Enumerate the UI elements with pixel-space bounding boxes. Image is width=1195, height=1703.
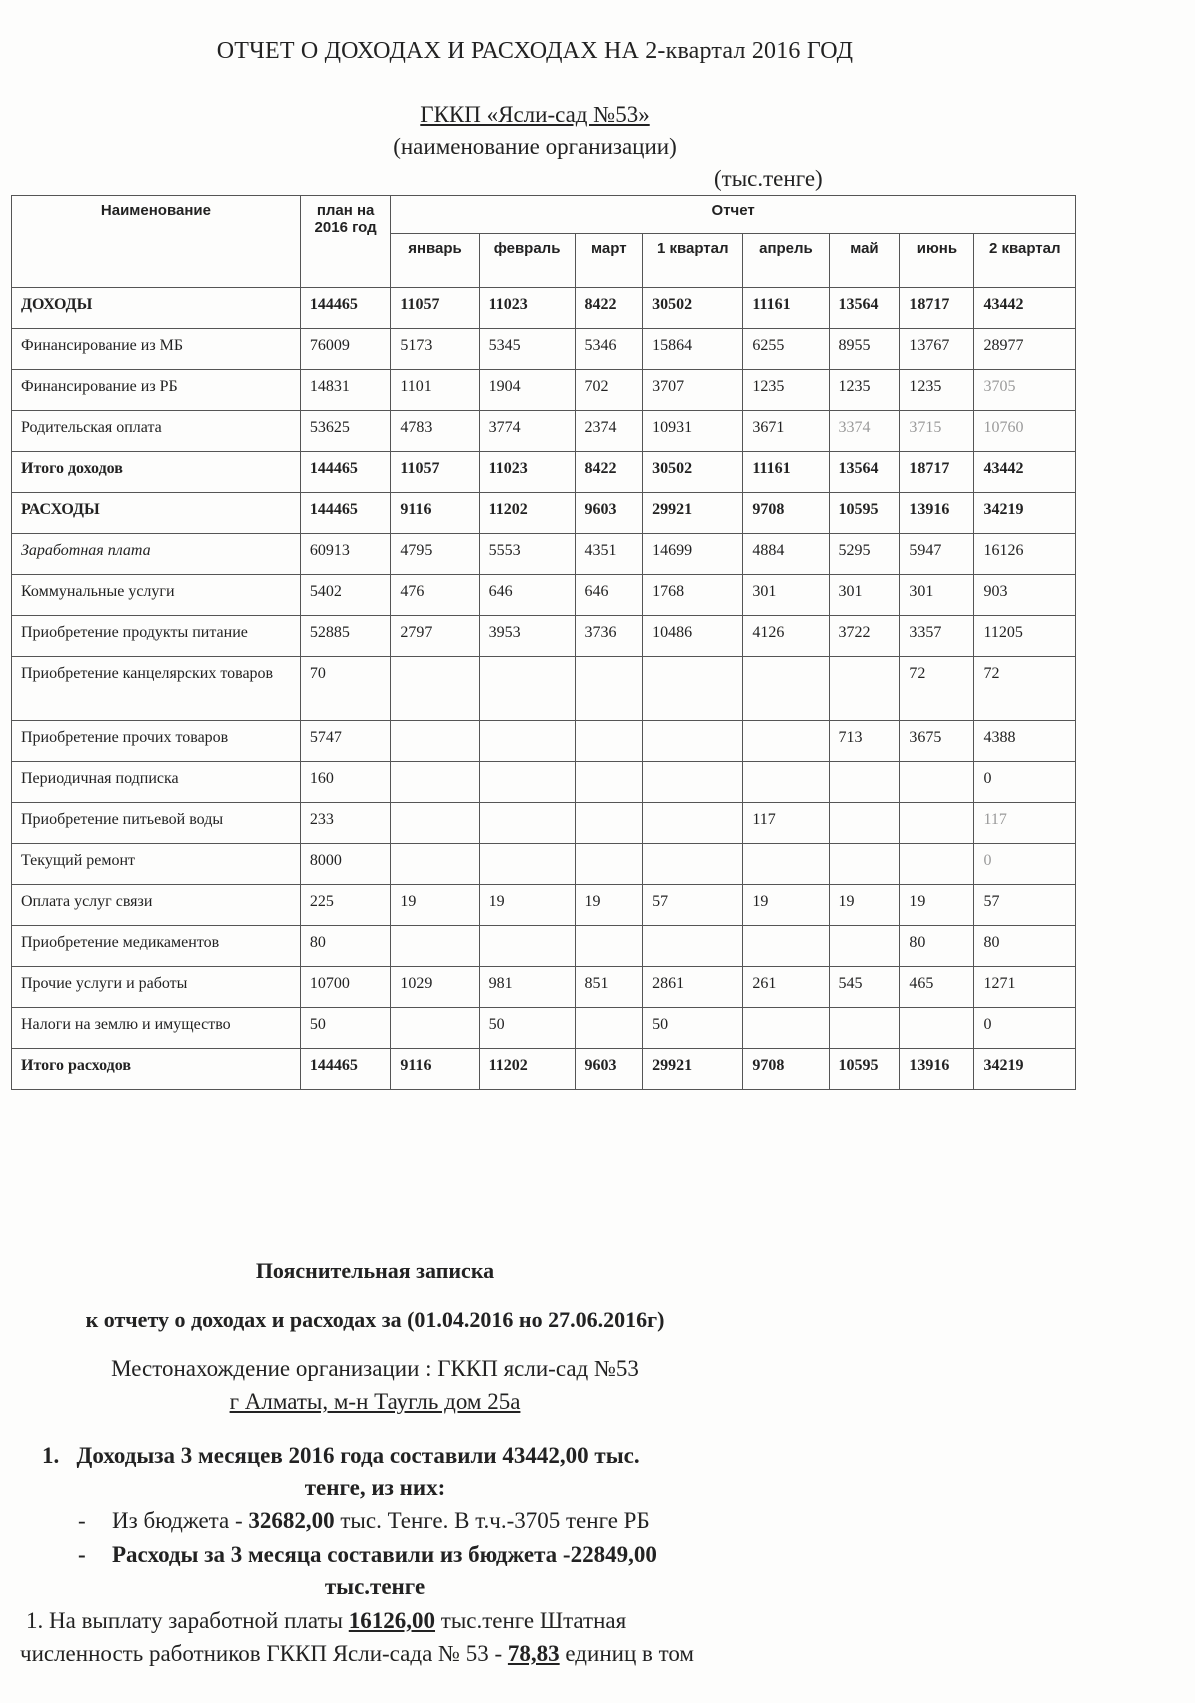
expenses-text: Расходы за 3 месяца составили из бюджета -22849,00 xyxy=(112,1542,657,1567)
value-cell xyxy=(575,657,643,721)
value-cell xyxy=(575,721,643,762)
value-cell xyxy=(479,657,575,721)
value-cell: 11057 xyxy=(391,288,479,329)
value-cell: 57 xyxy=(643,885,743,926)
note-subtitle: к отчету о доходах и расходах за (01.04.2016 но 27.06.2016г) xyxy=(85,1307,665,1332)
value-cell xyxy=(829,803,900,844)
value-cell: 3357 xyxy=(900,616,974,657)
header-report: Отчет xyxy=(391,196,1076,234)
plan-cell: 160 xyxy=(300,762,390,803)
staff-value: 78,83 xyxy=(507,1641,560,1666)
value-cell xyxy=(743,657,829,721)
header-row-1 xyxy=(12,196,1076,234)
report-body xyxy=(12,288,1076,1090)
value-cell: 11023 xyxy=(479,288,575,329)
header-plan: план на 2016 год xyxy=(300,196,390,288)
value-cell: 117 xyxy=(743,803,829,844)
value-cell: 5346 xyxy=(575,329,643,370)
value-cell: 1235 xyxy=(743,370,829,411)
table-row xyxy=(12,411,1076,452)
value-cell: 57 xyxy=(974,885,1076,926)
value-cell: 6255 xyxy=(743,329,829,370)
table-row xyxy=(12,329,1076,370)
value-cell xyxy=(391,721,479,762)
value-cell xyxy=(479,762,575,803)
value-cell: 301 xyxy=(900,575,974,616)
value-cell: 9708 xyxy=(743,1049,829,1090)
value-cell xyxy=(643,657,743,721)
header-period: февраль xyxy=(479,234,575,288)
row-label: Итого расходов xyxy=(12,1049,301,1090)
plan-cell: 10700 xyxy=(300,967,390,1008)
income-line-1 xyxy=(42,1443,640,1469)
row-label: Итого доходов xyxy=(12,452,301,493)
value-cell: 0 xyxy=(974,844,1076,885)
value-cell: 9116 xyxy=(391,1049,479,1090)
value-cell: 646 xyxy=(479,575,575,616)
header-name: Наименование xyxy=(12,196,301,288)
value-cell: 3953 xyxy=(479,616,575,657)
location-line-1: Местонахождение организации : ГККП ясли-сад №53 xyxy=(111,1356,639,1381)
value-cell: 30502 xyxy=(643,288,743,329)
value-cell: 4126 xyxy=(743,616,829,657)
header-period: 1 квартал xyxy=(643,234,743,288)
value-cell: 19 xyxy=(900,885,974,926)
row-label: Коммунальные услуги xyxy=(12,575,301,616)
value-cell xyxy=(575,762,643,803)
value-cell xyxy=(643,844,743,885)
table-row xyxy=(12,844,1076,885)
value-cell: 3671 xyxy=(743,411,829,452)
table-row xyxy=(12,370,1076,411)
value-cell: 3675 xyxy=(900,721,974,762)
value-cell: 72 xyxy=(900,657,974,721)
report-title: ОТЧЕТ О ДОХОДАХ И РАСХОДАХ НА 2-квартал 2016 ГОД xyxy=(216,38,854,64)
value-cell: 34219 xyxy=(974,1049,1076,1090)
value-cell: 10595 xyxy=(829,1049,900,1090)
value-cell: 3722 xyxy=(829,616,900,657)
budget-line: - Из бюджета - 32682,00 тыс. Тенге. В т.ч.-3705 тенге РБ xyxy=(78,1508,650,1533)
plan-cell: 5402 xyxy=(300,575,390,616)
organization-caption: (наименование организации) xyxy=(393,134,677,159)
budget-prefix: Из бюджета - xyxy=(112,1508,249,1533)
value-cell: 10931 xyxy=(643,411,743,452)
value-cell xyxy=(479,721,575,762)
value-cell: 2797 xyxy=(391,616,479,657)
staff-prefix: численность работников ГККП Ясли-сада № 53 - xyxy=(20,1641,508,1666)
value-cell: 13564 xyxy=(829,452,900,493)
value-cell: 9116 xyxy=(391,493,479,534)
value-cell: 50 xyxy=(479,1008,575,1049)
value-cell: 4388 xyxy=(974,721,1076,762)
table-row xyxy=(12,575,1076,616)
value-cell: 3715 xyxy=(900,411,974,452)
value-cell: 11202 xyxy=(479,493,575,534)
value-cell: 9708 xyxy=(743,493,829,534)
value-cell: 9603 xyxy=(575,1049,643,1090)
value-cell xyxy=(391,844,479,885)
value-cell: 72 xyxy=(974,657,1076,721)
plan-cell: 144465 xyxy=(300,493,390,534)
value-cell: 3736 xyxy=(575,616,643,657)
value-cell xyxy=(479,803,575,844)
row-label: Оплата услуг связи xyxy=(12,885,301,926)
table-row xyxy=(12,288,1076,329)
table-row xyxy=(12,1049,1076,1090)
row-label: Родительская оплата xyxy=(12,411,301,452)
header-period: июнь xyxy=(900,234,974,288)
value-cell: 0 xyxy=(974,1008,1076,1049)
value-cell: 11023 xyxy=(479,452,575,493)
value-cell xyxy=(743,926,829,967)
value-cell: 19 xyxy=(479,885,575,926)
value-cell: 8955 xyxy=(829,329,900,370)
value-cell: 16126 xyxy=(974,534,1076,575)
value-cell: 13916 xyxy=(900,493,974,534)
value-cell: 5295 xyxy=(829,534,900,575)
value-cell xyxy=(900,844,974,885)
table-row xyxy=(12,493,1076,534)
salary-value: 16126,00 xyxy=(348,1608,436,1633)
value-cell: 2861 xyxy=(643,967,743,1008)
row-label: РАСХОДЫ xyxy=(12,493,301,534)
value-cell: 3374 xyxy=(829,411,900,452)
value-cell: 545 xyxy=(829,967,900,1008)
value-cell: 981 xyxy=(479,967,575,1008)
value-cell: 80 xyxy=(974,926,1076,967)
value-cell xyxy=(743,721,829,762)
value-cell: 11057 xyxy=(391,452,479,493)
value-cell: 10760 xyxy=(974,411,1076,452)
salary-prefix: 1. На выплату заработной платы xyxy=(26,1608,349,1633)
value-cell: 646 xyxy=(575,575,643,616)
row-label: Налоги на землю и имущество xyxy=(12,1008,301,1049)
row-label: Периодичная подписка xyxy=(12,762,301,803)
value-cell: 903 xyxy=(974,575,1076,616)
value-cell: 19 xyxy=(391,885,479,926)
value-cell xyxy=(391,803,479,844)
table-row xyxy=(12,534,1076,575)
plan-cell: 144465 xyxy=(300,1049,390,1090)
value-cell xyxy=(829,844,900,885)
value-cell xyxy=(391,926,479,967)
value-cell xyxy=(575,926,643,967)
value-cell: 301 xyxy=(743,575,829,616)
table-row xyxy=(12,452,1076,493)
value-cell: 5173 xyxy=(391,329,479,370)
value-cell: 465 xyxy=(900,967,974,1008)
table-row xyxy=(12,967,1076,1008)
value-cell: 30502 xyxy=(643,452,743,493)
plan-cell: 52885 xyxy=(300,616,390,657)
budget-value: 32682,00 xyxy=(248,1508,335,1533)
plan-cell: 5747 xyxy=(300,721,390,762)
income-number: 1. xyxy=(42,1443,60,1468)
header-period: май xyxy=(829,234,900,288)
table-row xyxy=(12,657,1076,721)
value-cell: 19 xyxy=(829,885,900,926)
value-cell: 4795 xyxy=(391,534,479,575)
value-cell: 9603 xyxy=(575,493,643,534)
budget-suffix: тыс. Тенге. В т.ч.-3705 тенге РБ xyxy=(334,1508,650,1533)
value-cell: 19 xyxy=(743,885,829,926)
row-label: Финансирование из РБ xyxy=(12,370,301,411)
value-cell: 43442 xyxy=(974,452,1076,493)
value-cell xyxy=(829,657,900,721)
value-cell: 702 xyxy=(575,370,643,411)
value-cell: 4783 xyxy=(391,411,479,452)
plan-cell: 53625 xyxy=(300,411,390,452)
value-cell: 1029 xyxy=(391,967,479,1008)
value-cell xyxy=(479,844,575,885)
value-cell: 43442 xyxy=(974,288,1076,329)
value-cell: 261 xyxy=(743,967,829,1008)
value-cell: 0 xyxy=(974,762,1076,803)
row-label: Приобретение канцелярских товаров xyxy=(12,657,301,721)
value-cell: 2374 xyxy=(575,411,643,452)
header-period: январь xyxy=(391,234,479,288)
value-cell: 5553 xyxy=(479,534,575,575)
value-cell: 10486 xyxy=(643,616,743,657)
value-cell xyxy=(575,844,643,885)
row-label: Прочие услуги и работы xyxy=(12,967,301,1008)
row-label: Приобретение питьевой воды xyxy=(12,803,301,844)
value-cell: 476 xyxy=(391,575,479,616)
value-cell xyxy=(743,1008,829,1049)
value-cell: 50 xyxy=(643,1008,743,1049)
table-row xyxy=(12,762,1076,803)
value-cell: 8422 xyxy=(575,452,643,493)
value-cell: 1271 xyxy=(974,967,1076,1008)
row-label: Приобретение продукты питание xyxy=(12,616,301,657)
value-cell xyxy=(575,803,643,844)
value-cell xyxy=(575,1008,643,1049)
table-row xyxy=(12,616,1076,657)
value-cell xyxy=(829,926,900,967)
value-cell xyxy=(743,844,829,885)
value-cell: 15864 xyxy=(643,329,743,370)
value-cell: 8422 xyxy=(575,288,643,329)
plan-cell: 14831 xyxy=(300,370,390,411)
value-cell: 13916 xyxy=(900,1049,974,1090)
value-cell: 713 xyxy=(829,721,900,762)
value-cell xyxy=(643,803,743,844)
salary-suffix: тыс.тенге Штатная xyxy=(435,1608,627,1633)
value-cell xyxy=(391,657,479,721)
value-cell: 1235 xyxy=(900,370,974,411)
value-cell xyxy=(743,762,829,803)
value-cell: 18717 xyxy=(900,288,974,329)
value-cell: 3705 xyxy=(974,370,1076,411)
table-row xyxy=(12,1008,1076,1049)
value-cell: 11161 xyxy=(743,452,829,493)
header-period: март xyxy=(575,234,643,288)
value-cell: 1235 xyxy=(829,370,900,411)
table-row xyxy=(12,721,1076,762)
row-label: Заработная плата xyxy=(12,534,301,575)
note-title: Пояснительная записка xyxy=(255,1258,495,1283)
plan-cell: 144465 xyxy=(300,288,390,329)
value-cell xyxy=(643,721,743,762)
value-cell: 19 xyxy=(575,885,643,926)
value-cell: 11202 xyxy=(479,1049,575,1090)
income-text: Доходыза 3 месяцев 2016 года составили 43442,00 тыс. xyxy=(76,1443,640,1468)
value-cell: 5947 xyxy=(900,534,974,575)
plan-cell: 233 xyxy=(300,803,390,844)
value-cell: 4884 xyxy=(743,534,829,575)
expenses-unit: тыс.тенге xyxy=(324,1574,426,1599)
row-label: Текущий ремонт xyxy=(12,844,301,885)
value-cell: 3774 xyxy=(479,411,575,452)
value-cell xyxy=(643,926,743,967)
value-cell: 11161 xyxy=(743,288,829,329)
value-cell xyxy=(643,762,743,803)
value-cell: 28977 xyxy=(974,329,1076,370)
table-row xyxy=(12,885,1076,926)
plan-cell: 144465 xyxy=(300,452,390,493)
report-table xyxy=(11,195,1076,1090)
plan-cell: 8000 xyxy=(300,844,390,885)
salary-line xyxy=(26,1608,626,1634)
value-cell: 10595 xyxy=(829,493,900,534)
value-cell: 301 xyxy=(829,575,900,616)
value-cell: 29921 xyxy=(643,493,743,534)
table-row xyxy=(12,803,1076,844)
header-period: апрель xyxy=(743,234,829,288)
value-cell: 4351 xyxy=(575,534,643,575)
value-cell: 14699 xyxy=(643,534,743,575)
value-cell: 1768 xyxy=(643,575,743,616)
plan-cell: 225 xyxy=(300,885,390,926)
value-cell xyxy=(829,1008,900,1049)
expenses-line: - Расходы за 3 месяца составили из бюджета -22849,00 xyxy=(78,1542,657,1567)
value-cell xyxy=(900,803,974,844)
staff-line xyxy=(20,1641,694,1667)
row-label: ДОХОДЫ xyxy=(12,288,301,329)
row-label: Приобретение прочих товаров xyxy=(12,721,301,762)
location-line-2: г Алматы, м-н Таугль дом 25а xyxy=(229,1389,521,1414)
value-cell: 80 xyxy=(900,926,974,967)
value-cell: 1904 xyxy=(479,370,575,411)
unit-label: (тыс.тенге) xyxy=(714,166,823,191)
value-cell: 13564 xyxy=(829,288,900,329)
value-cell: 13767 xyxy=(900,329,974,370)
value-cell xyxy=(900,762,974,803)
value-cell: 851 xyxy=(575,967,643,1008)
plan-cell: 70 xyxy=(300,657,390,721)
value-cell: 29921 xyxy=(643,1049,743,1090)
value-cell: 11205 xyxy=(974,616,1076,657)
organization-name: ГККП «Ясли-сад №53» xyxy=(420,102,650,127)
plan-cell: 50 xyxy=(300,1008,390,1049)
value-cell: 5345 xyxy=(479,329,575,370)
value-cell xyxy=(479,926,575,967)
plan-cell: 80 xyxy=(300,926,390,967)
row-label: Приобретение медикаментов xyxy=(12,926,301,967)
header-period: 2 квартал xyxy=(974,234,1076,288)
value-cell: 34219 xyxy=(974,493,1076,534)
plan-cell: 60913 xyxy=(300,534,390,575)
value-cell xyxy=(391,762,479,803)
plan-cell: 76009 xyxy=(300,329,390,370)
value-cell xyxy=(900,1008,974,1049)
value-cell xyxy=(391,1008,479,1049)
income-line-2: тенге, из них: xyxy=(304,1475,446,1500)
staff-suffix: единиц в том xyxy=(559,1641,694,1666)
value-cell: 18717 xyxy=(900,452,974,493)
value-cell: 3707 xyxy=(643,370,743,411)
row-label: Финансирование из МБ xyxy=(12,329,301,370)
value-cell: 1101 xyxy=(391,370,479,411)
value-cell xyxy=(829,762,900,803)
table-row xyxy=(12,926,1076,967)
value-cell: 117 xyxy=(974,803,1076,844)
